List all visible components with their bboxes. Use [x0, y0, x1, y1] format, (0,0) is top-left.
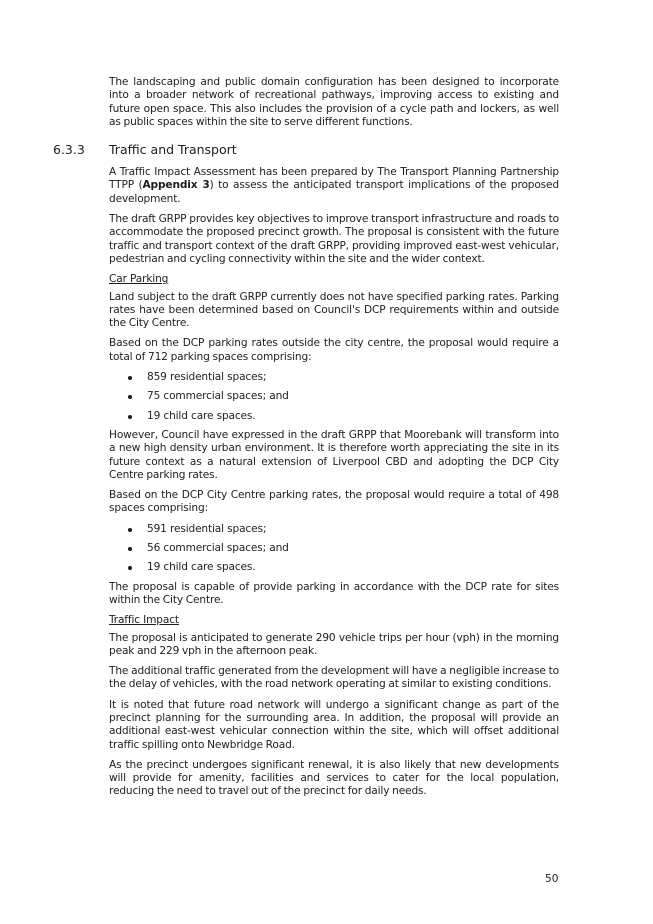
- intro-paragraph: The landscaping and public domain configuration has been designed to incorporate into a broader network of recreational pathways, improving access to existing and future open space. This also includes the provision of a cycle path and lockers, as well as public spaces within the site to serve different functions.: [109, 76, 559, 128]
- section-number: 6.3.3: [53, 142, 85, 158]
- parking-list-outside-centre: [109, 371, 559, 423]
- page-number: 50: [545, 873, 559, 885]
- car-parking-paragraph-2: Based on the DCP parking rates outside the city centre, the proposal would require a total of 712 parking spaces comprising:: [109, 337, 559, 363]
- bullet-icon: [128, 376, 132, 380]
- traffic-impact-heading: Traffic Impact: [109, 614, 179, 627]
- list-item: 859 residential spaces;: [109, 371, 559, 384]
- tia-paragraph: A Traffic Impact Assessment has been prepared by The Transport Planning Partnership TTPP (Appendix 3) to assess the anticipated transport implications of the proposed development.: [109, 166, 559, 205]
- parking-list-city-centre: [109, 523, 559, 575]
- bullet-icon: [128, 547, 132, 551]
- traffic-impact-paragraph-4: As the precinct undergoes significant renewal, it is also likely that new developments will provide for amenity, facilities and services to cater for the local population, reducing the need to travel out of the precinct for daily needs.: [109, 758, 559, 798]
- section-heading: [53, 142, 559, 159]
- traffic-impact-paragraph-1: The proposal is anticipated to generate 290 vehicle trips per hour (vph) in the morning peak and 229 vph in the afternoon peak.: [109, 631, 559, 657]
- grpp-paragraph: The draft GRPP provides key objectives to improve transport infrastructure and roads to accommodate the proposed precinct growth. The proposal is consistent with the future traffic and transport context of the draft GRPP, providing improved east-west vehicular, pedestrian and cycling connectivity within the site and the wider context.: [109, 213, 559, 265]
- list-item: 75 commercial spaces; and: [109, 390, 559, 403]
- car-parking-heading: Car Parking: [109, 273, 169, 286]
- car-parking-paragraph-3: However, Council have expressed in the draft GRPP that Moorebank will transform into a new high density urban environment. It is therefore worth appreciating the site in its future context as a natural extension of Liverpool CBD and adopting the DCP City Centre parking rates.: [109, 428, 559, 481]
- traffic-impact-paragraph-3: It is noted that future road network will undergo a significant change as part of the precinct planning for the surrounding area. In addition, the proposal will provide an additional east-west vehicular connection within the site, which will offset additional traffic spilling onto Newbridge Road.: [109, 698, 559, 751]
- car-parking-paragraph-5: The proposal is capable of provide parking in accordance with the DCP rate for sites within the City Centre.: [109, 580, 559, 606]
- bullet-icon: [128, 566, 132, 570]
- bullet-icon: [128, 415, 132, 419]
- traffic-impact-paragraph-2: The additional traffic generated from the development will have a negligible increase to the delay of vehicles, with the road network operating at similar to existing conditions.: [109, 665, 559, 691]
- list-item: 56 commercial spaces; and: [109, 542, 559, 555]
- car-parking-paragraph-1: Land subject to the draft GRPP currently does not have specified parking rates. Parking rates have been determined based on Council's DCP requirements within and outside the City Centre.: [109, 290, 559, 330]
- list-item: 19 child care spaces.: [109, 561, 559, 574]
- bullet-icon: [128, 528, 132, 532]
- appendix-reference: Appendix 3: [142, 179, 210, 192]
- bullet-icon: [128, 395, 132, 399]
- section-title: Traffic and Transport: [109, 142, 237, 158]
- document-body: [53, 76, 559, 806]
- car-parking-paragraph-4: Based on the DCP City Centre parking rates, the proposal would require a total of 498 spaces comprising:: [109, 489, 559, 515]
- list-item: 19 child care spaces.: [109, 410, 559, 423]
- list-item: 591 residential spaces;: [109, 523, 559, 536]
